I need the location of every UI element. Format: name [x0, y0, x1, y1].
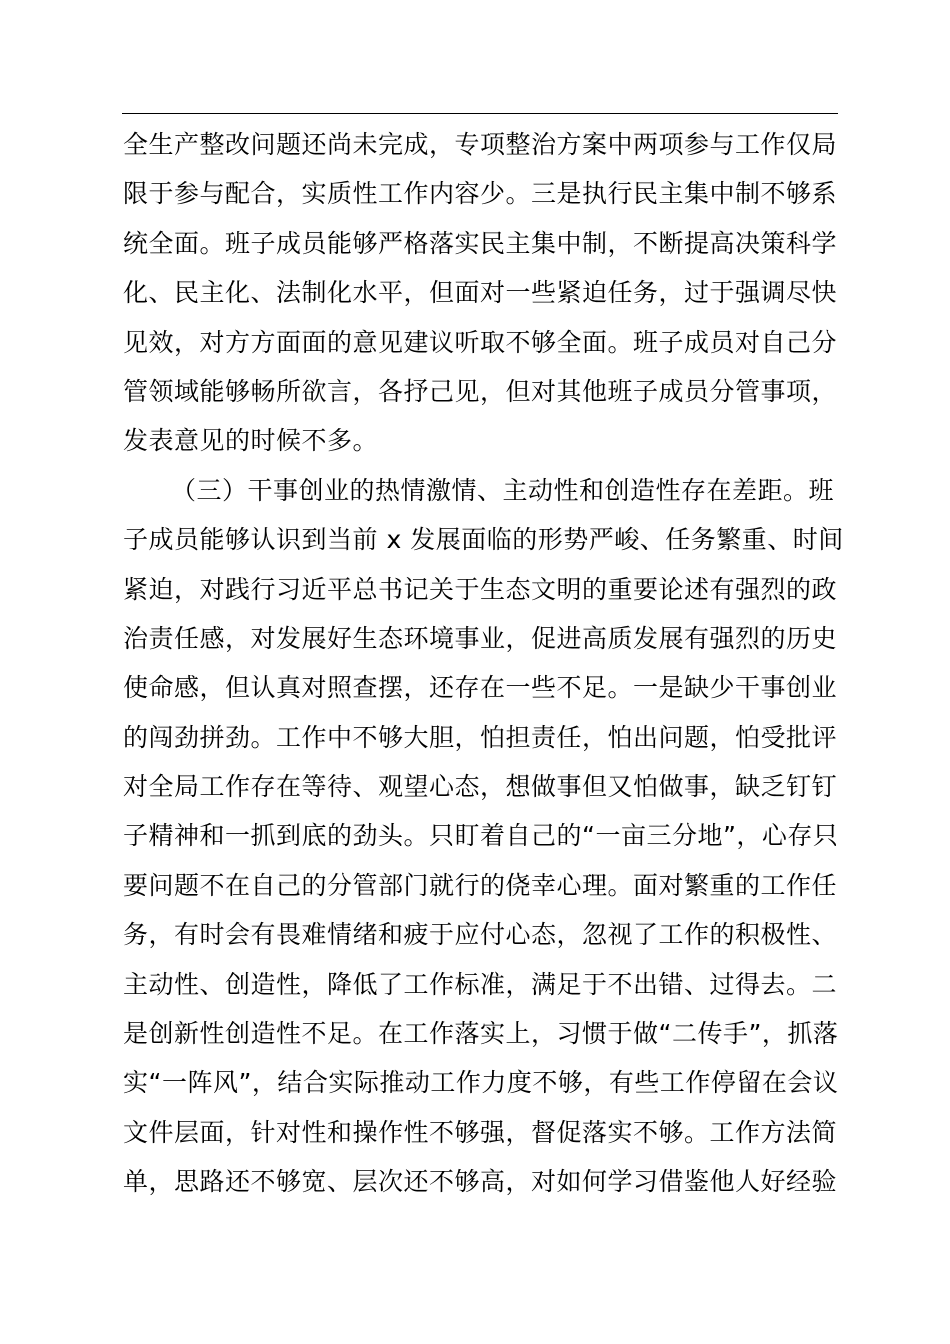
- text-line: 是创新性创造性不足。在工作落实上，习惯于做“二传手”，抓落: [123, 1019, 839, 1049]
- body-text: [123, 120, 844, 1207]
- header-rule: [122, 113, 838, 114]
- text-line: 子成员能够认识到当前 x 发展面临的形势严峻、任务繁重、时间: [123, 525, 844, 555]
- section-heading-line: （三）干事创业的热情激情、主动性和创造性存在差距。班: [171, 475, 835, 505]
- text-line: 紧迫，对践行习近平总书记关于生态文明的重要论述有强烈的政: [123, 574, 838, 604]
- text-line: 使命感，但认真对照查摆，还存在一些不足。一是缺少干事创业: [123, 673, 838, 703]
- text-line: 文件层面，针对性和操作性不够强，督促落实不够。工作方法简: [123, 1117, 838, 1147]
- text-line: 发表意见的时候不多。: [123, 426, 379, 456]
- text-line: 对全局工作存在等待、观望心态，想做事但又怕做事，缺乏钉钉: [123, 772, 838, 802]
- text-line: 务，有时会有畏难情绪和疲于应付心态，忽视了工作的积极性、: [123, 920, 838, 950]
- text-line: 管领域能够畅所欲言，各抒己见，但对其他班子成员分管事项，: [123, 376, 838, 406]
- text-line: 实“一阵风”，结合实际推动工作力度不够，有些工作停留在会议: [123, 1068, 839, 1098]
- text-line: 全生产整改问题还尚未完成，专项整治方案中两项参与工作仅局: [123, 130, 838, 159]
- text-line: 见效，对方方面面的意见建议听取不够全面。班子成员对自己分: [123, 327, 838, 357]
- text-line: 单，思路还不够宽、层次还不够高，对如何学习借鉴他人好经验: [123, 1167, 838, 1197]
- text-line: 的闯劲拼劲。工作中不够大胆，怕担责任，怕出问题，怕受批评: [123, 722, 838, 752]
- text-line: 限于参与配合，实质性工作内容少。三是执行民主集中制不够系: [123, 179, 838, 209]
- text-line: 统全面。班子成员能够严格落实民主集中制，不断提高决策科学: [123, 228, 838, 258]
- text-line: 主动性、创造性，降低了工作标准，满足于不出错、过得去。二: [123, 969, 838, 999]
- text-line: 治责任感，对发展好生态环境事业，促进高质发展有强烈的历史: [123, 623, 838, 653]
- text-line: 子精神和一抓到底的劲头。只盯着自己的“一亩三分地”，心存只: [123, 821, 839, 851]
- text-line: 化、民主化、法制化水平，但面对一些紧迫任务，过于强调尽快: [123, 278, 838, 308]
- text-line: 要问题不在自己的分管部门就行的侥幸心理。面对繁重的工作任: [123, 870, 838, 900]
